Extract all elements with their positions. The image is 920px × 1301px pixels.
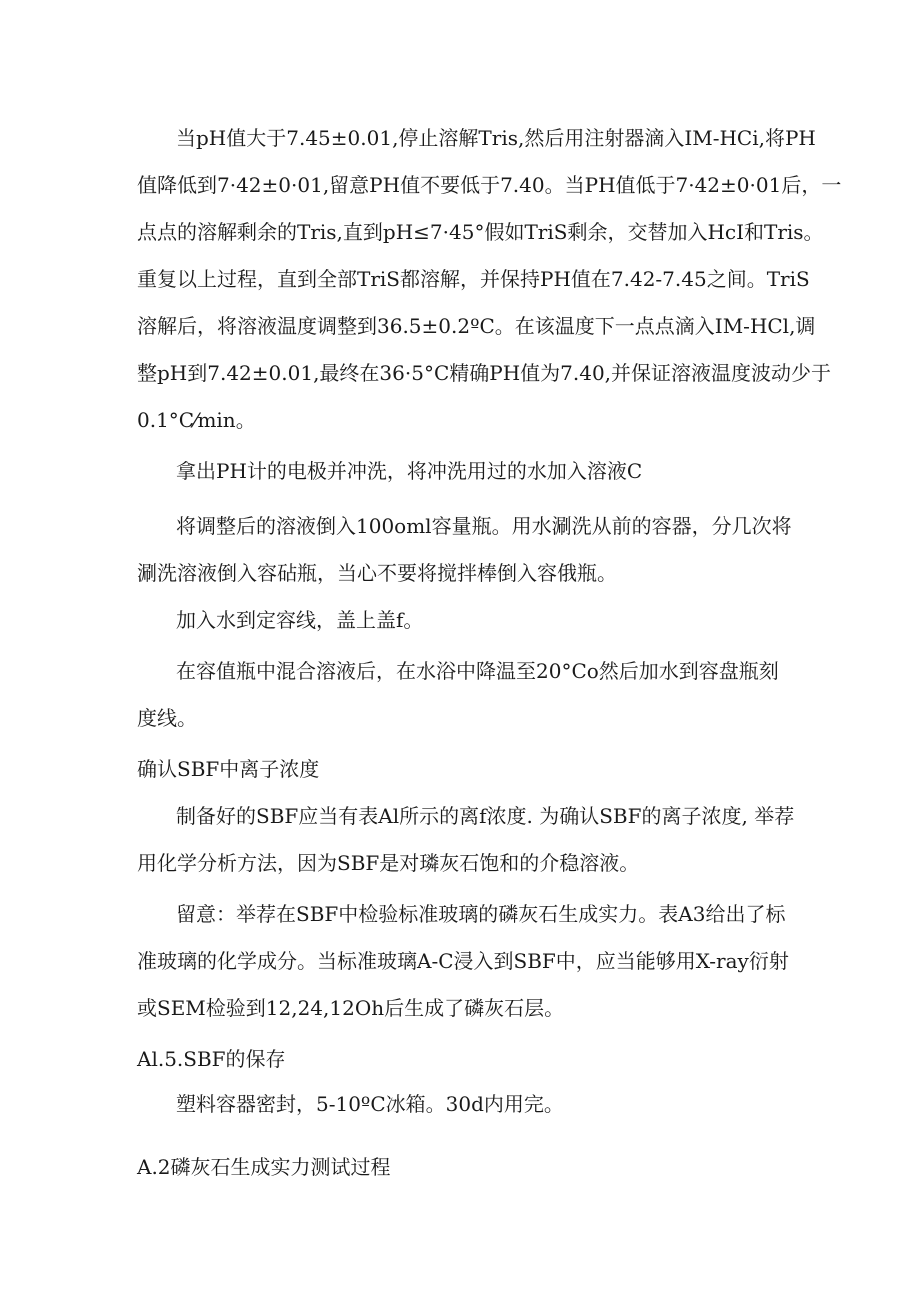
paragraph-line: 点点的溶解剩余的Tris,直到pH≤7·45°假如TriS剩余，交替加入HcI和Tris。 <box>137 220 824 244</box>
paragraph-line: 0.1°C⁄min。 <box>137 408 256 432</box>
paragraph-line: 准玻璃的化学成分。当标准玻璃A-C浸入到SBF中，应当能够用X-ray衍射 <box>137 949 789 973</box>
paragraph-line: 留意：举荐在SBF中检验标准玻璃的磷灰石生成实力。表A3给出了标 <box>176 902 786 926</box>
section-heading: A.2磷灰石生成实力测试过程 <box>137 1155 391 1179</box>
paragraph-line: 用化学分析方法，因为SBF是对璘灰石饱和的介稳溶液。 <box>137 851 640 875</box>
paragraph-line: 涮洗溶液倒入容砧瓶，当心不要将搅拌棒倒入容俄瓶。 <box>137 561 617 585</box>
paragraph-line: 在容值瓶中混合溶液后，在水浴中降温至20°Co然后加水到容盘瓶刻 <box>176 659 779 683</box>
paragraph-line: 将调整后的溶液倒入100oml容量瓶。用水涮洗从前的容器，分几次将 <box>176 514 792 538</box>
paragraph-line: 加入水到定容线，盖上盖f。 <box>176 608 424 632</box>
paragraph-line: 溶解后，将溶液温度调整到36.5±0.2ºC。在该温度下一点点滴入IM-HCl,调 <box>137 314 816 338</box>
paragraph-line: 值降低到7·42±0·01,留意PH值不要低于7.40。当PH值低于7·42±0·01后，一 <box>137 173 842 197</box>
section-heading: Al.5.SBF的保存 <box>137 1047 286 1071</box>
paragraph-line: 当pH值大于7.45±0.01,停止溶解Tris,然后用注射器滴入IM-HCi,将PH <box>176 126 816 150</box>
paragraph-line: 制备好的SBF应当有表Al所示的离f浓度. 为确认SBF的离子浓度, 举荐 <box>176 804 795 828</box>
paragraph-line: 或SEM检验到12,24,12Oh后生成了磷灰石层。 <box>137 996 565 1020</box>
paragraph-line: 重复以上过程，直到全部TriS都溶解，并保持PH值在7.42-7.45之间。TriS <box>137 267 810 291</box>
paragraph-line: 度线。 <box>137 706 197 730</box>
paragraph-line: 拿出PH计的电极并冲洗，将冲洗用过的水加入溶液C <box>176 459 643 483</box>
paragraph-line: 整pH到7.42±0.01,最终在36·5°C精确PH值为7.40,并保证溶液温度波动少于 <box>137 361 832 385</box>
section-heading: 确认SBF中离子浓度 <box>137 757 320 781</box>
paragraph-line: 塑料容器密封，5-10ºC冰箱。30d内用完。 <box>176 1092 564 1116</box>
